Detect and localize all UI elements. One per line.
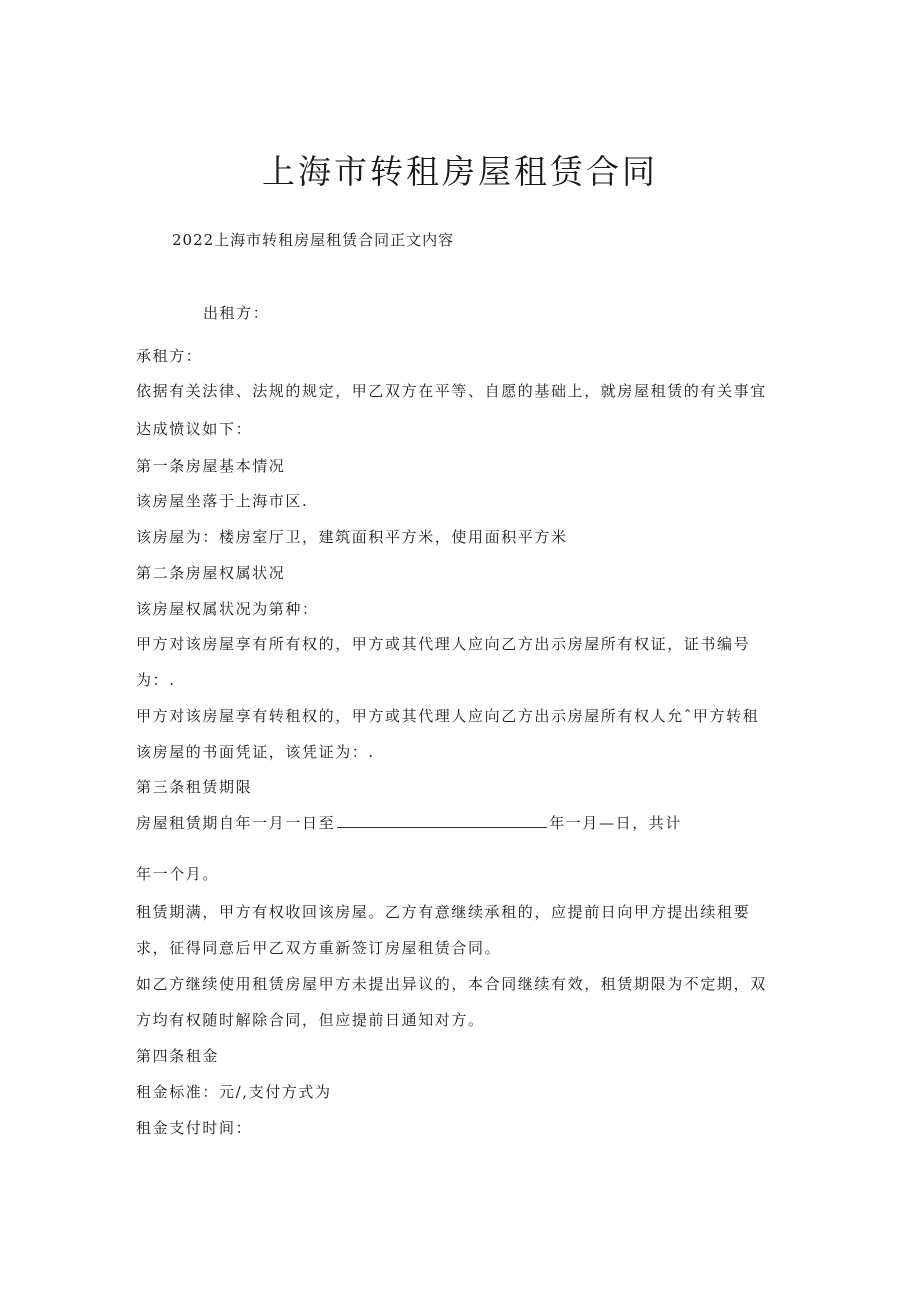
article-3-para-1c: 年一个月。: [136, 865, 220, 883]
lease-start-text: 房屋租赁期自年一月一日至: [136, 814, 336, 832]
lessee-line: 承租方：: [136, 347, 203, 365]
article-3-para-3a: 如乙方继续使用租赁房屋甲方未提出异议的，本合同继续有效，租赁期限为不定期，双: [136, 975, 767, 993]
article-1-title: 第一条房屋基本情况: [136, 457, 286, 475]
article-2-para-2a: 甲方对该房屋享有所有权的，甲方或其代理人应向乙方出示房屋所有权证，证书编号: [136, 635, 751, 653]
intro-line-2: 达成愤议如下：: [136, 420, 253, 438]
article-2-para-3b: 该房屋的书面凭证，该凭证为：.: [136, 743, 375, 761]
article-3-para-3b: 方均有权随时解除合同，但应提前日通知对方。: [136, 1011, 485, 1029]
article-4-para-1: 租金标准：元/,支付方式为: [136, 1083, 332, 1101]
article-3-para-2b: 求，征得同意后甲乙双方重新签订房屋租赁合同。: [136, 939, 502, 957]
lessor-line: 出租方：: [203, 304, 270, 322]
article-2-para-1: 该房屋权属状况为第种：: [136, 600, 319, 618]
article-2-para-2b: 为：.: [136, 671, 176, 689]
article-3-para-1: [136, 812, 682, 833]
article-2-para-3a: 甲方对该房屋享有转租权的，甲方或其代理人应向乙方出示房屋所有权人允ˆ甲方转租: [136, 707, 760, 725]
article-4-para-2: 租金支付时间：: [136, 1119, 253, 1137]
lease-end-blank: [337, 813, 547, 828]
lease-end-text: 年一月—日，共计: [549, 814, 683, 832]
document-subtitle: 2022上海市转租房屋租赁合同正文内容: [172, 231, 455, 249]
intro-line-1: 依据有关法律、法规的规定，甲乙双方在平等、自愿的基础上，就房屋租赁的有关事宜: [136, 382, 767, 400]
article-3-para-2a: 租赁期满，甲方有权收回该房屋。乙方有意继续承租的，应提前日向甲方提出续租要: [136, 903, 751, 921]
article-4-title: 第四条租金: [136, 1047, 220, 1065]
article-1-para-2: 该房屋为：楼房室厅卫，建筑面积平方米，使用面积平方米: [136, 528, 568, 546]
article-1-para-1: 该房屋坐落于上海市区.: [136, 492, 309, 510]
article-3-title: 第三条租赁期限: [136, 778, 253, 796]
article-2-title: 第二条房屋权属状况: [136, 564, 286, 582]
document-title: 上海市转租房屋租赁合同: [262, 152, 658, 191]
